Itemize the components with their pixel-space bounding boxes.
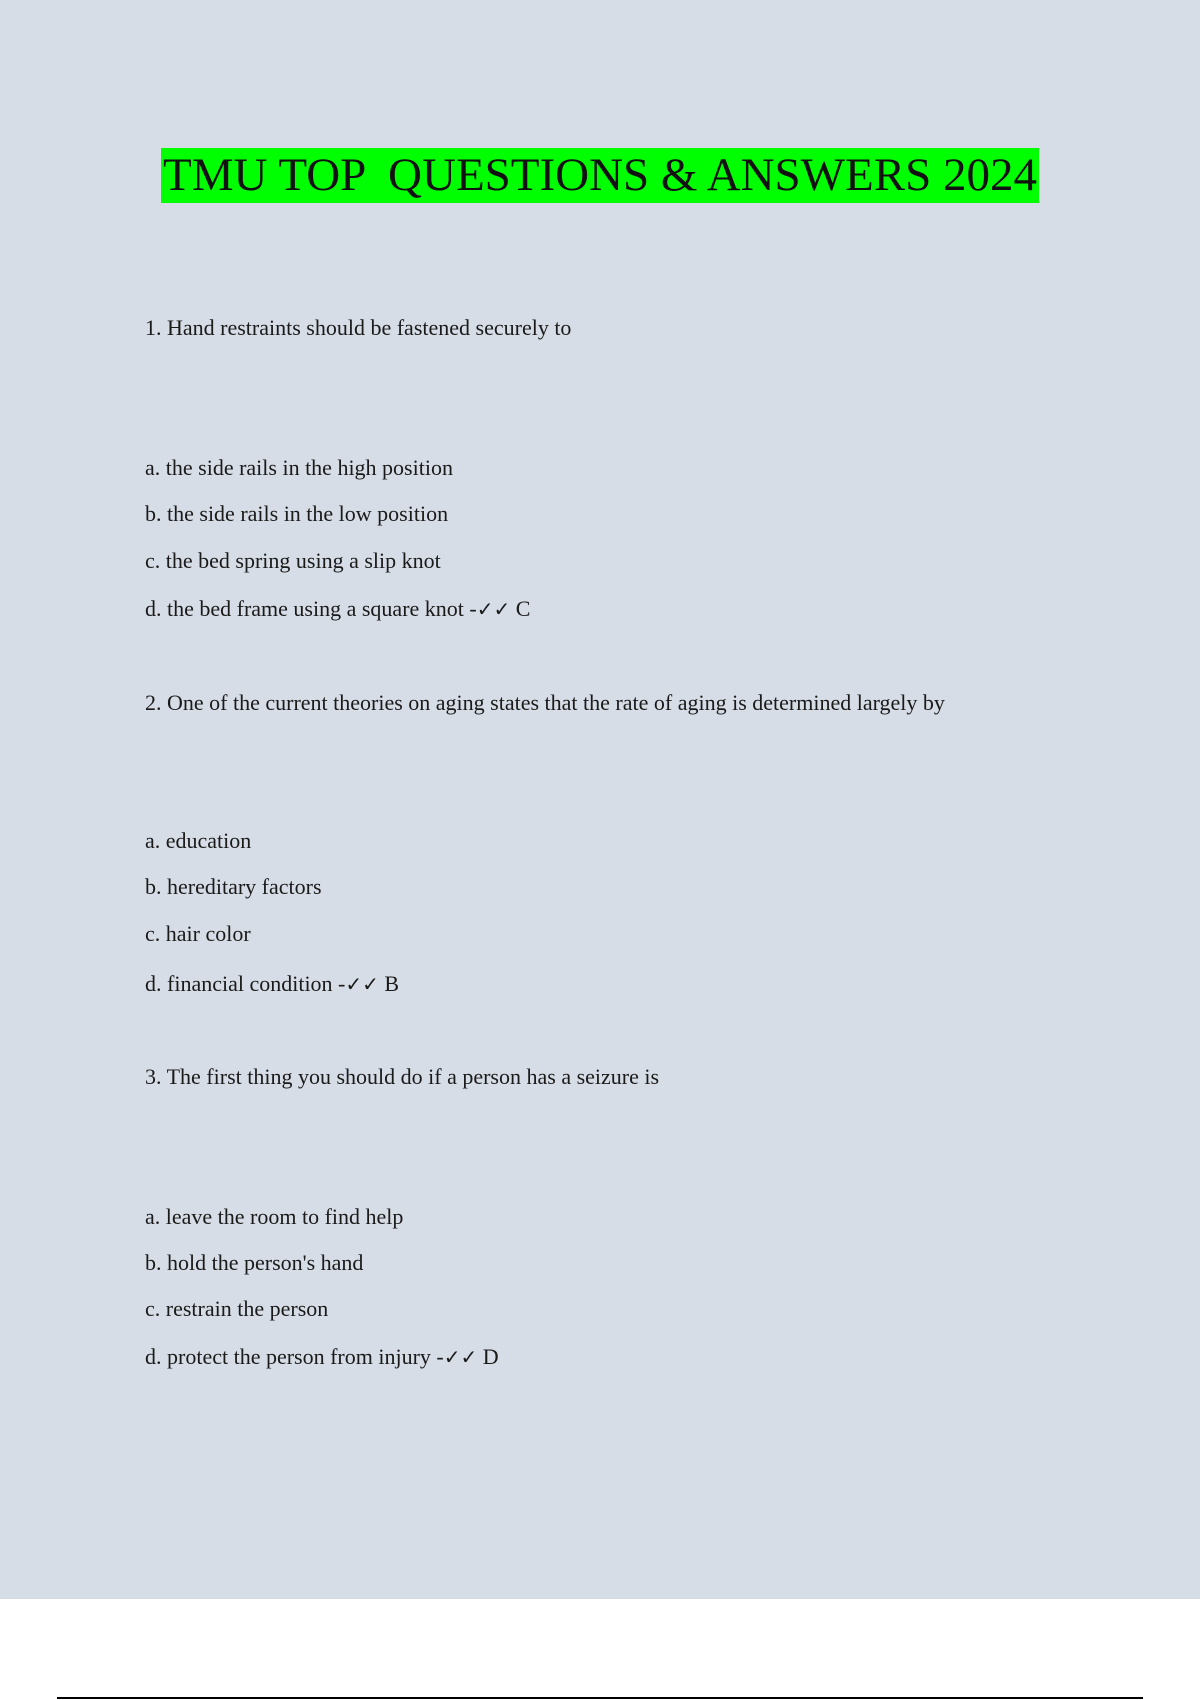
question-3-option-b: b. hold the person's hand xyxy=(145,1250,364,1275)
question-1-option-c: c. the bed spring using a slip knot xyxy=(145,548,441,573)
question-3: 3. The first thing you should do if a person has a seizure is xyxy=(145,1064,660,1089)
question-2-option-d xyxy=(145,971,399,997)
question-3-option-d xyxy=(145,1344,499,1370)
footer-divider xyxy=(57,1697,1143,1699)
check-icon: ✓✓ xyxy=(443,1345,478,1369)
question-1: 1. Hand restraints should be fastened securely to xyxy=(145,315,572,340)
question-2-option-a: a. education xyxy=(145,828,252,853)
check-icon: ✓✓ xyxy=(476,597,511,621)
title-container xyxy=(0,148,1200,203)
question-1-option-b: b. the side rails in the low position xyxy=(145,501,449,526)
question-2-option-c: c. hair color xyxy=(145,921,251,946)
question-1-option-d-text: d. the bed frame using a square knot - xyxy=(145,596,477,621)
question-3-option-a: a. leave the room to find help xyxy=(145,1204,404,1229)
question-2-option-b: b. hereditary factors xyxy=(145,874,322,899)
question-2: 2. One of the current theories on aging states that the rate of aging is determined largely by xyxy=(145,690,945,715)
check-icon: ✓✓ xyxy=(345,972,379,996)
question-1-option-d xyxy=(145,596,530,622)
question-3-option-c: c. restrain the person xyxy=(145,1296,329,1321)
question-2-option-d-text: d. financial condition - xyxy=(145,971,346,996)
question-3-answer: D xyxy=(477,1344,499,1369)
question-1-answer: C xyxy=(510,596,531,621)
question-3-option-d-text: d. protect the person from injury - xyxy=(145,1344,444,1369)
question-1-option-a: a. the side rails in the high position xyxy=(145,455,453,480)
document-title: TMU TOP QUESTIONS & ANSWERS 2024 xyxy=(163,149,1037,201)
question-2-answer: B xyxy=(378,971,400,996)
